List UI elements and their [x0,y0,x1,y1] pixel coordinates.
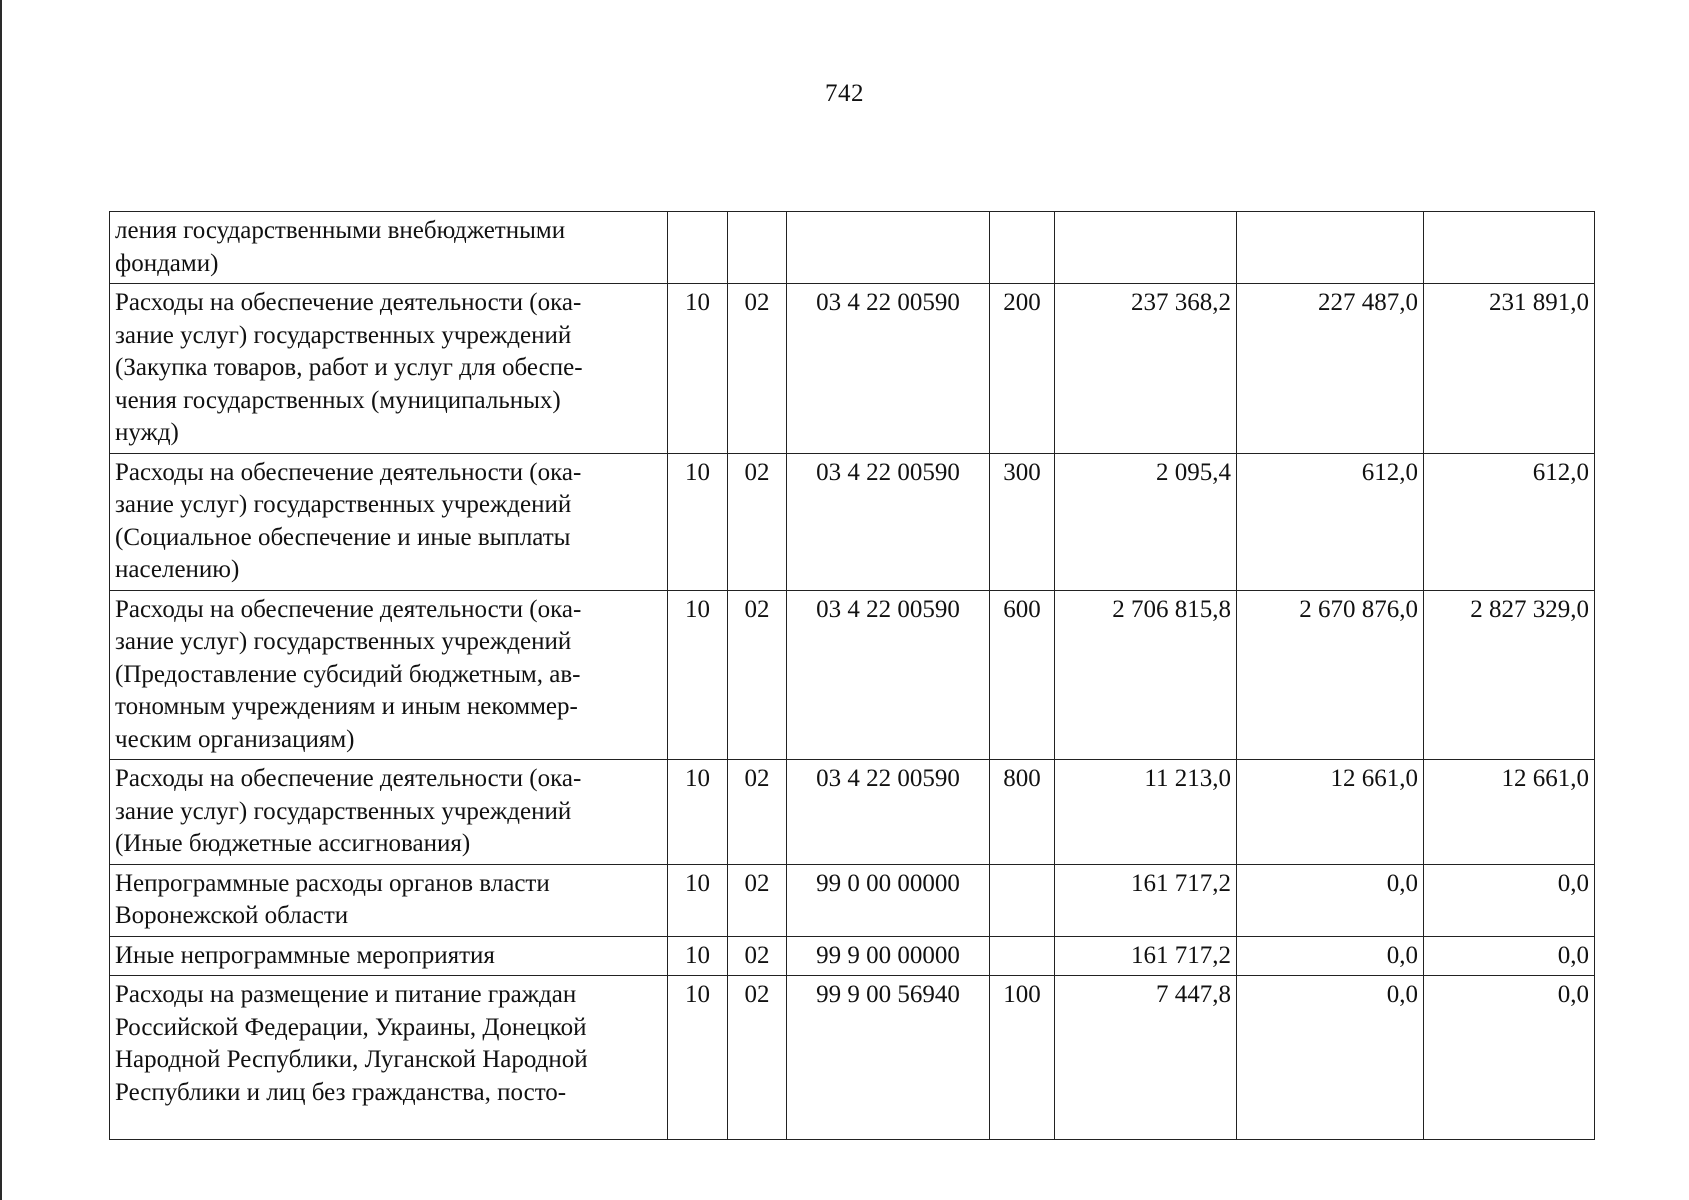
expense-type-cell: 100 [990,976,1055,1140]
budget-table [109,211,1595,1140]
table-row [110,936,1595,976]
description-line: (Предоставление субсидий бюджетным, ав- [115,660,581,688]
amount-year2-cell: 2 670 876,0 [1237,590,1424,760]
amount-year2-cell: 0,0 [1237,976,1424,1140]
description-cell [110,936,668,976]
amount-year3-cell: 2 827 329,0 [1424,590,1595,760]
amount-year1-cell: 161 717,2 [1055,864,1237,936]
target-article-cell: 99 0 00 00000 [787,864,990,936]
target-article-cell: 03 4 22 00590 [787,284,990,454]
description-line: зание услуг) государственных учреждений [115,628,572,655]
description-line: зание услуг) государственных учреждений [115,321,572,349]
amount-year1-cell: 237 368,2 [1055,284,1237,454]
description-line: Республики и лиц без гражданства, посто- [115,1078,567,1106]
description-cell [110,864,668,936]
page-number: 742 [825,80,864,107]
description-line: (Иные бюджетные ассигнования) [115,830,471,857]
amount-year3-cell: 0,0 [1424,976,1595,1140]
expense-type-cell: 200 [990,284,1055,454]
table-row [110,453,1595,590]
table-row [110,212,1595,284]
description-line: Расходы на обеспечение деятельности (ока- [115,765,582,792]
section-code-cell: 10 [668,760,728,865]
amount-year2-cell: 0,0 [1237,936,1424,976]
amount-year3-cell: 231 891,0 [1424,284,1595,454]
scan-edge-line [0,0,2,1200]
expense-type-cell [990,936,1055,976]
description-line: Народной Республики, Луганской Народной [115,1046,588,1073]
amount-year1-cell: 2 095,4 [1055,453,1237,590]
description-line: Расходы на обеспечение деятельности (ока- [115,595,582,623]
description-line: (Закупка товаров, работ и услуг для обеспе- [115,354,583,381]
amount-year2-cell: 612,0 [1237,453,1424,590]
amount-year1-cell: 2 706 815,8 [1055,590,1237,760]
description-line: ческим организациям) [115,725,355,753]
target-article-cell: 03 4 22 00590 [787,590,990,760]
amount-year1-cell: 161 717,2 [1055,936,1237,976]
amount-year3-cell: 612,0 [1424,453,1595,590]
subsection-code-cell: 02 [728,936,787,976]
description-line: Непрограммные расходы органов власти [115,869,550,897]
subsection-code-cell: 02 [728,976,787,1140]
amount-year1-cell: 11 213,0 [1055,760,1237,865]
amount-year1-cell [1055,212,1237,284]
amount-year2-cell [1237,212,1424,284]
description-line: фондами) [115,249,219,277]
description-line: Воронежской области [115,902,349,929]
description-line: (Социальное обеспечение и иные выплаты [115,523,571,551]
subsection-code-cell: 02 [728,590,787,760]
description-line: Расходы на размещение и питание граждан [115,981,577,1008]
expense-type-cell: 800 [990,760,1055,865]
section-code-cell: 10 [668,590,728,760]
amount-year3-cell: 0,0 [1424,864,1595,936]
section-code-cell: 10 [668,936,728,976]
subsection-code-cell: 02 [728,864,787,936]
subsection-code-cell: 02 [728,284,787,454]
description-line: Российской Федерации, Украины, Донецкой [115,1013,587,1041]
amount-year2-cell: 227 487,0 [1237,284,1424,454]
budget-table-body [110,212,1595,1140]
table-row [110,864,1595,936]
description-line: нужд) [115,419,179,446]
target-article-cell: 03 4 22 00590 [787,453,990,590]
description-line: Иные непрограммные мероприятия [115,941,495,969]
section-code-cell: 10 [668,976,728,1140]
description-line: населению) [115,556,240,583]
section-code-cell: 10 [668,864,728,936]
section-code-cell: 10 [668,284,728,454]
table-row [110,760,1595,865]
description-line: тономным учреждениям и иным некоммер- [115,693,578,720]
expense-type-cell [990,864,1055,936]
description-cell [110,976,668,1140]
expense-type-cell [990,212,1055,284]
description-cell [110,284,668,454]
expense-type-cell: 300 [990,453,1055,590]
amount-year3-cell [1424,212,1595,284]
subsection-code-cell [728,212,787,284]
table-row [110,976,1595,1140]
table-row [110,590,1595,760]
amount-year1-cell: 7 447,8 [1055,976,1237,1140]
section-code-cell [668,212,728,284]
description-line: ления государственными внебюджетными [115,217,566,244]
description-line: зание услуг) государственных учреждений [115,797,572,825]
expense-type-cell: 600 [990,590,1055,760]
description-line: Расходы на обеспечение деятельности (ока- [115,289,582,316]
description-cell [110,453,668,590]
description-cell [110,212,668,284]
description-cell [110,590,668,760]
target-article-cell: 99 9 00 00000 [787,936,990,976]
table-row [110,284,1595,454]
description-cell [110,760,668,865]
subsection-code-cell: 02 [728,453,787,590]
section-code-cell: 10 [668,453,728,590]
target-article-cell [787,212,990,284]
description-line: Расходы на обеспечение деятельности (ока- [115,458,582,486]
amount-year3-cell: 0,0 [1424,936,1595,976]
target-article-cell: 03 4 22 00590 [787,760,990,865]
description-line: зание услуг) государственных учреждений [115,491,572,518]
amount-year2-cell: 0,0 [1237,864,1424,936]
amount-year2-cell: 12 661,0 [1237,760,1424,865]
subsection-code-cell: 02 [728,760,787,865]
description-line: чения государственных (муниципальных) [115,386,561,414]
target-article-cell: 99 9 00 56940 [787,976,990,1140]
amount-year3-cell: 12 661,0 [1424,760,1595,865]
